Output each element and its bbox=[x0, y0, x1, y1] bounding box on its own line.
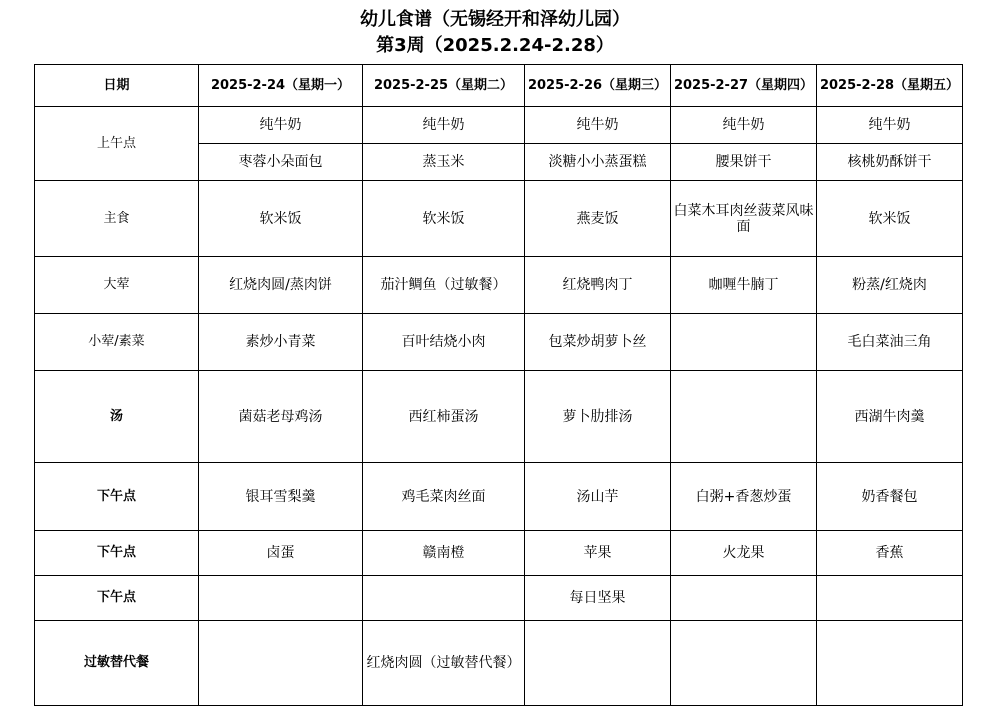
menu-cell: 腰果饼干 bbox=[671, 144, 817, 181]
meat-row bbox=[35, 257, 963, 314]
menu-cell: 包菜炒胡萝卜丝 bbox=[525, 314, 671, 371]
menu-cell: 香蕉 bbox=[817, 531, 963, 576]
menu-cell bbox=[199, 621, 363, 706]
day-header-fri: 2025-2-28（星期五） bbox=[817, 65, 963, 107]
menu-cell: 素炒小青菜 bbox=[199, 314, 363, 371]
menu-cell: 火龙果 bbox=[671, 531, 817, 576]
menu-cell: 纯牛奶 bbox=[525, 107, 671, 144]
menu-cell: 燕麦饭 bbox=[525, 181, 671, 257]
day-header-thu: 2025-2-27（星期四） bbox=[671, 65, 817, 107]
staple-label: 主食 bbox=[35, 181, 199, 257]
menu-cell: 苹果 bbox=[525, 531, 671, 576]
afternoon-snack-row-3 bbox=[35, 576, 963, 621]
menu-cell: 赣南橙 bbox=[363, 531, 525, 576]
menu-cell bbox=[671, 621, 817, 706]
menu-cell bbox=[817, 621, 963, 706]
menu-cell: 每日坚果 bbox=[525, 576, 671, 621]
meat-label: 大荤 bbox=[35, 257, 199, 314]
menu-cell: 红烧肉圆/蒸肉饼 bbox=[199, 257, 363, 314]
menu-cell bbox=[671, 576, 817, 621]
week-subtitle: 第3周（2025.2.24-2.28） bbox=[376, 35, 614, 56]
menu-cell: 白粥+香葱炒蛋 bbox=[671, 463, 817, 531]
allergy-row bbox=[35, 621, 963, 706]
afternoon-snack-row-2 bbox=[35, 531, 963, 576]
allergy-label: 过敏替代餐 bbox=[35, 621, 199, 706]
menu-cell bbox=[671, 371, 817, 463]
afternoon-snack-label: 下午点 bbox=[35, 531, 199, 576]
staple-row bbox=[35, 181, 963, 257]
weekly-menu-table bbox=[34, 64, 963, 706]
soup-label: 汤 bbox=[35, 371, 199, 463]
menu-cell bbox=[817, 576, 963, 621]
menu-cell: 软米饭 bbox=[199, 181, 363, 257]
menu-cell: 纯牛奶 bbox=[817, 107, 963, 144]
menu-cell: 蒸玉米 bbox=[363, 144, 525, 181]
date-header: 日期 bbox=[35, 65, 199, 107]
menu-cell: 纯牛奶 bbox=[671, 107, 817, 144]
veg-row bbox=[35, 314, 963, 371]
menu-cell: 菌菇老母鸡汤 bbox=[199, 371, 363, 463]
menu-cell: 粉蒸/红烧肉 bbox=[817, 257, 963, 314]
menu-cell: 毛白菜油三角 bbox=[817, 314, 963, 371]
afternoon-snack-label: 下午点 bbox=[35, 463, 199, 531]
menu-cell: 白菜木耳肉丝菠菜风味面 bbox=[671, 181, 817, 257]
morning-snack-row-1 bbox=[35, 107, 963, 144]
menu-cell bbox=[525, 621, 671, 706]
menu-cell: 纯牛奶 bbox=[363, 107, 525, 144]
veg-label: 小荤/素菜 bbox=[35, 314, 199, 371]
soup-row bbox=[35, 371, 963, 463]
menu-cell: 淡糖小小蒸蛋糕 bbox=[525, 144, 671, 181]
menu-cell bbox=[671, 314, 817, 371]
menu-cell: 汤山芋 bbox=[525, 463, 671, 531]
menu-cell: 红烧鸭肉丁 bbox=[525, 257, 671, 314]
menu-cell: 鸡毛菜肉丝面 bbox=[363, 463, 525, 531]
menu-cell: 红烧肉圆（过敏替代餐） bbox=[363, 621, 525, 706]
menu-cell: 咖喱牛腩丁 bbox=[671, 257, 817, 314]
menu-cell: 西红柿蛋汤 bbox=[363, 371, 525, 463]
menu-cell: 核桃奶酥饼干 bbox=[817, 144, 963, 181]
menu-cell: 银耳雪梨羹 bbox=[199, 463, 363, 531]
morning-snack-label: 上午点 bbox=[35, 107, 199, 181]
menu-cell: 枣蓉小朵面包 bbox=[199, 144, 363, 181]
menu-cell bbox=[199, 576, 363, 621]
day-header-mon: 2025-2-24（星期一） bbox=[199, 65, 363, 107]
menu-cell bbox=[363, 576, 525, 621]
day-header-wed: 2025-2-26（星期三） bbox=[525, 65, 671, 107]
day-header-tue: 2025-2-25（星期二） bbox=[363, 65, 525, 107]
header-row bbox=[35, 65, 963, 107]
menu-cell: 奶香餐包 bbox=[817, 463, 963, 531]
menu-cell: 软米饭 bbox=[363, 181, 525, 257]
afternoon-snack-row-1 bbox=[35, 463, 963, 531]
menu-cell: 西湖牛肉羹 bbox=[817, 371, 963, 463]
afternoon-snack-label: 下午点 bbox=[35, 576, 199, 621]
menu-cell: 茄汁鲷鱼（过敏餐） bbox=[363, 257, 525, 314]
menu-title: 幼儿食谱（无锡经开和泽幼儿园） bbox=[360, 9, 630, 30]
menu-cell: 萝卜肋排汤 bbox=[525, 371, 671, 463]
menu-cell: 纯牛奶 bbox=[199, 107, 363, 144]
menu-cell: 百叶结烧小肉 bbox=[363, 314, 525, 371]
menu-cell: 软米饭 bbox=[817, 181, 963, 257]
menu-cell: 卤蛋 bbox=[199, 531, 363, 576]
